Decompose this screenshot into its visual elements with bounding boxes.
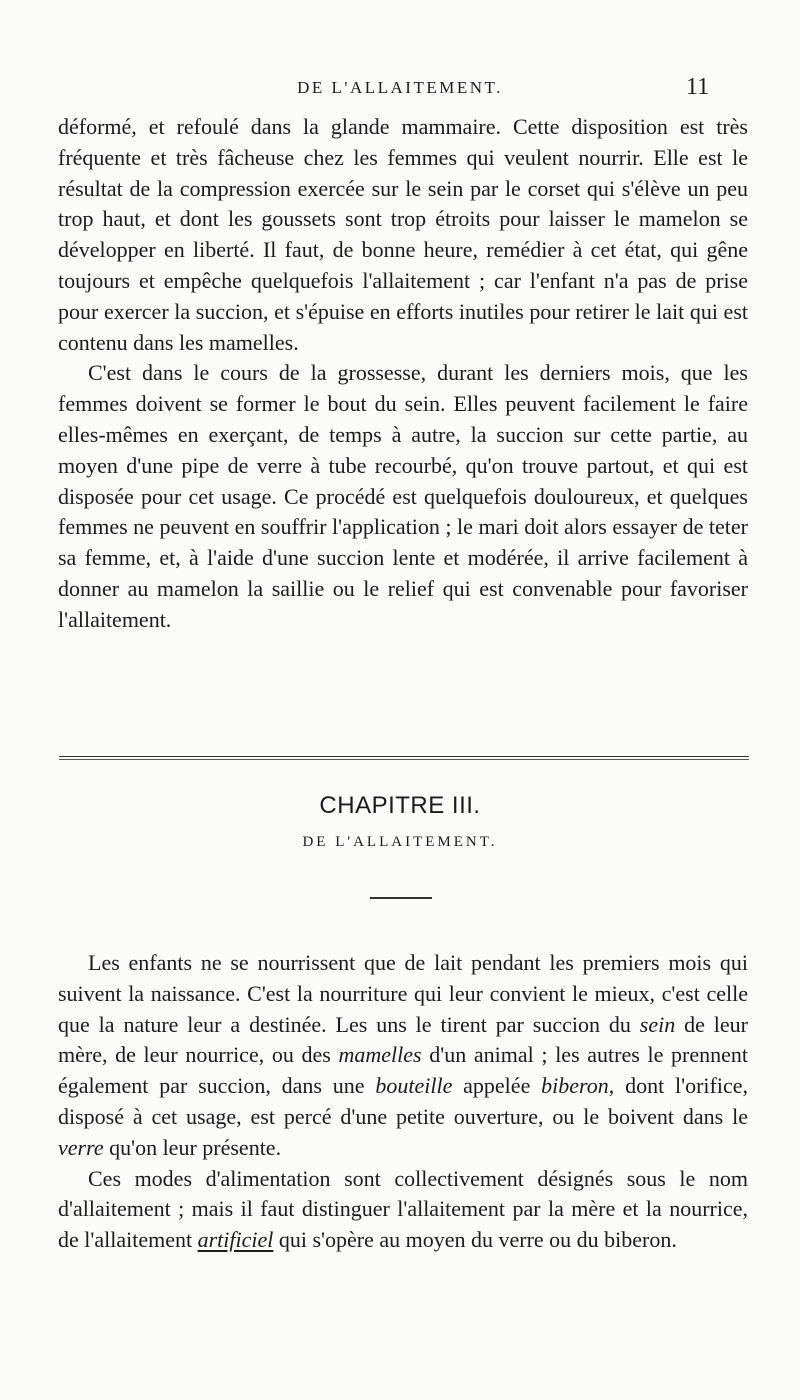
section-divider-rule — [59, 756, 749, 760]
text-run: qui s'opère au moyen du verre ou du biberon. — [273, 1227, 677, 1253]
text-block-upper — [58, 112, 748, 636]
text-run: Ces modes d'alimentation sont collectivement désignés sous le nom d'allaitement ; mais il faut distinguer l'allaitement par la mère et la nourrice, de l'allaitement — [58, 1165, 748, 1253]
running-head — [0, 76, 800, 102]
italic-term: verre — [58, 1134, 104, 1160]
chapter-short-rule — [370, 897, 432, 899]
italic-term: sein — [639, 1011, 676, 1037]
paragraph: déformé, et refoulé dans la glande mammaire. Cette disposition est très fréquente et très fâcheuse chez les femmes qui veulent nourrir. Elle est le résultat de la compression exercée sur le sein par le corset qui s'élève un peu trop haut, et dont les goussets sont trop étroits pour laisser le mamelon se développer en liberté. Il faut, de bonne heure, remédier à cet état, qui gêne toujours et empêche quelquefois l'allaitement ; car l'enfant n'a pas de prise pour exercer la succion, et s'épuise en efforts inutiles pour retirer le lait qui est contenu dans les mamelles. — [58, 114, 748, 355]
chapter-title: CHAPITRE III. — [319, 792, 481, 819]
text-block-lower — [58, 948, 748, 1256]
text-run: qu'on leur présente. — [103, 1134, 282, 1160]
text-run: appelée — [452, 1073, 542, 1099]
text-run: Les enfants ne se nourrissent que de lait pendant les premiers mois qui suivent la naissance. C'est la nourriture qui leur convient le mieux, c'est celle que la nature leur a destinée. Les uns le tirent par succion du — [58, 950, 748, 1037]
page-number: 11 — [686, 74, 710, 100]
italic-term: artificiel — [197, 1227, 274, 1253]
text-run: de leur mère, de leur nourrice, ou des — [58, 1011, 749, 1068]
italic-term: biberon — [541, 1073, 609, 1099]
paragraph — [58, 1164, 748, 1256]
paragraph: C'est dans le cours de la grossesse, durant les derniers mois, que les femmes doivent se former le bout du sein. Elles peuvent facilement le faire elles-mêmes en exerçant, de temps à autre, la succion sur cette partie, au moyen d'une pipe de verre à tube recourbé, qu'on trouve partout, et qui est disposée pour cet usage. Ce procédé est quelquefois douloureux, et quelques femmes ne peuvent en souffrir l'application ; le mari doit alors essayer de teter sa femme, et, à l'aide d'une succion lente et modérée, il arrive facilement à donner au mamelon la saillie ou le relief qui est convenable pour favoriser l'allaitement. — [58, 360, 748, 632]
running-title: DE L'ALLAITEMENT. — [297, 78, 503, 97]
chapter-subtitle: DE L'ALLAITEMENT. — [302, 834, 498, 850]
paragraph — [58, 948, 748, 1164]
italic-term: mamelles — [338, 1042, 422, 1068]
text-run: d'un animal ; les autres le prennent également par succion, dans une — [58, 1042, 748, 1099]
text-run: , dont l'orifice, disposé à cet usage, est percé d'une petite ouverture, ou le boivent dans le — [58, 1073, 749, 1129]
italic-term: bouteille — [375, 1073, 453, 1099]
